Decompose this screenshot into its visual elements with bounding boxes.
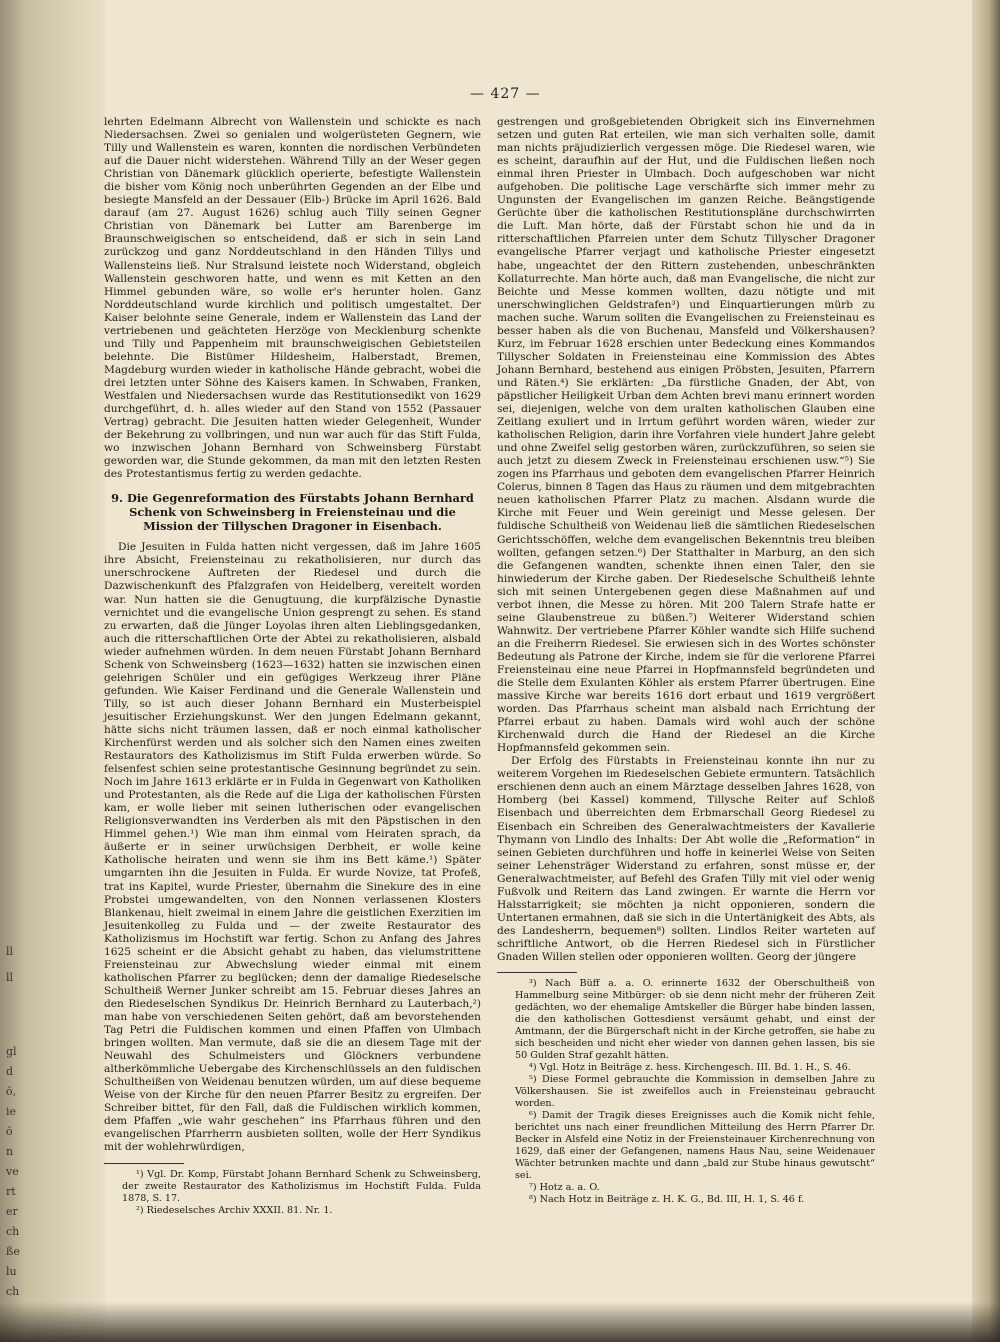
body-paragraph: lehrten Edelmann Albrecht von Wallenstein und schickte es nach Niedersachsen. Zwei so genialen und wolgerüsteten Gegnern, wie Tilly und Wallenstein es waren, konnten die nordischen Verbündeten auf die Dauer nicht widerstehen. Während Tilly an der Weser gegen Christian von Dänemark glücklich operierte, befestigte Wallenstein die bisher vom König noch unberührten Gegenden an der Elbe und besiegte Mansfeld an der Dessauer (Elb-) Brücke im April 1626. Bald darauf (am 27. August 1626) schlug auch Tilly seinen Gegner Christian von Dänemark bei Lutter am Barenberge im Braunschweigischen so entscheidend, daß er sich in sein Land zurückzog und ganz Norddeutschland in den Händen Tillys und Wallensteins ließ. Nur Stralsund leistete noch Widerstand, obgleich Wallenstein geschworen hatte, und wenn es mit Ketten an den Himmel gebunden wäre, so wolle er's herunter holen. Ganz Norddeutschland wurde kirchlich und politisch umgestaltet. Der Kaiser belohnte seine Generale, indem er Wallenstein das Land der vertriebenen und geächteten Herzöge von Mecklenburg schenkte und Tilly und Pappenheim mit braunschweigischen Gebietsteilen belehnte. Die Bistümer Hildesheim, Halberstadt, Bremen, Magdeburg wurden wieder in katholische Hände gebracht, wobei die drei letzten unter Söhne des Kaisers kamen. In Schwaben, Franken, Westfalen und Niedersachsen wurde das Restitutionsedikt von 1629 durchgeführt, d. h. alles wieder auf den Stand von 1552 (Passauer Vertrag) gebracht. Die Jesuiten hatten wieder Gelegenheit, Wunder der Bekehrung zu vollbringen, und nun war auch für das Stift Fulda, wo inzwischen Johann Bernhard von Schweinsberg Fürstabt geworden war, die Stunde gekommen, da man mit den letzten Resten des Protestantismus fertig zu werden gedachte. (104, 116, 481, 481)
margin-fragment: gl (6, 1045, 17, 1058)
body-paragraph: Der Erfolg des Fürstabts in Freiensteinau konnte ihn nur zu weiterem Vorgehen im Riedeselschen Gebiete ermuntern. Tatsächlich erschienen denn auch an einem Märztage desselben Jahres 1628, von Homberg (bei Kassel) kommend, Tillysche Reiter auf Schloß Eisenbach und überreichten dem Erbmarschall Georg Riedesel zu Eisenbach ein Schreiben des Generalwachtmeisters der Kavallerie Thymann von Lindlo des Inhalts: Der Abt wolle die „Reformation“ in seinen Gebieten durchführen und hoffe in keinerlei Weise von Seiten seiner Lehensträger Widerstand zu erfahren, sonst müsse er, der Generalwachtmeister, auf Befehl des Grafen Tilly mit viel oder wenig Fußvolk und Reitern das Land zwingen. Er warnte die Herrn vor Halsstarrigkeit; sie möchten ja nicht opponieren, sondern die Untertanen ermahnen, daß sie sich in die Untertänigkeit des Abts, als des Landesherrn, bequemen⁸) sollten. Lindlos Reiter warteten auf schriftliche Antwort, ob die Herren Riedesel sich in Fürstlicher Gnaden Willen stellen oder opponieren wollten. Georg der jüngere (497, 755, 875, 963)
page-number: — 427 — (470, 86, 541, 102)
margin-fragment: lu (6, 1265, 17, 1278)
margin-fragment: ö, (6, 1085, 17, 1098)
margin-fragment: rt (6, 1185, 16, 1198)
margin-fragment: n (6, 1145, 14, 1158)
footnote-rule (104, 1163, 184, 1164)
right-column (497, 116, 875, 1206)
footnote: ²) Riedeselsches Archiv XXXII. 81. Nr. 1. (136, 1204, 333, 1216)
margin-fragment: ße (6, 1245, 20, 1258)
margin-fragment: ll (6, 971, 14, 984)
margin-fragment: d (6, 1065, 14, 1078)
footnote: ³) Nach Büff a. a. O. erinnerte 1632 der Oberschultheiß von Hammelburg seine Mitbürger: ob sie denn nicht mehr der früheren Zeit gedächten, wo der ehemalige Amtskeller die Bürger habe binden lassen, die den katholischen Gottesdienst versäumt gehabt, und einst der Amtmann, der die Bürgerschaft nicht in der Kirche getroffen, sie habe zu sich bescheiden und nicht eher wieder von dannen gehen lassen, bis sie 50 Gulden Straf gezahlt hätten. (515, 978, 875, 1062)
footnote: ⁵) Diese Formel gebrauchte die Kommission in demselben Jahre zu Völkershausen. Sie ist zweifellos auch in Freiensteinau gebraucht worden. (515, 1074, 875, 1110)
margin-fragment: ch (6, 1285, 20, 1298)
footnote: ⁷) Hotz a. a. O. (529, 1182, 600, 1194)
margin-fragment: ch (6, 1225, 20, 1238)
margin-fragment: ve (6, 1165, 19, 1178)
body-paragraph: gestrengen und großgebietenden Obrigkeit sich ins Einvernehmen setzen und guten Rat erteilen, wie man sich verhalten solle, damit man nichts präjudizierlich vergessen möge. Die Riedesel waren, wie es scheint, daraufhin auf der Hut, und die Fuldischen ließen noch einmal ihren Priester in Ulmbach. Doch aufgeschoben war nicht aufgehoben. Die politische Lage verschärfte sich immer mehr zu Ungunsten der Evangelischen im ganzen Reiche. Beängstigende Gerüchte über die katholischen Restitutionspläne durchschwirrten die Luft. Man hörte, daß der Fürstabt schon hie und da in ritterschaftlichen Pfarreien unter dem Schutz Tillyscher Dragoner evangelische Pfarrer verjagt und katholische Priester eingesetzt habe, ungeachtet der den Rittern zustehenden, unbeschränkten Kollaturrechte. Man hörte auch, daß man Evangelische, die nicht zur Beichte und Messe kommen wollten, dazu nötigte und mit unerschwinglichen Geldstrafen³) und Einquartierungen mürb zu machen suche. Warum sollten die Evangelischen zu Freiensteinau es besser haben als die von Buchenau, Mansfeld und Völkershausen? Kurz, im Februar 1628 erschien unter Bedeckung eines Kommandos Tillyscher Soldaten in Freiensteinau eine Kommission des Abtes Johann Bernhard, bestehend aus einigen Pröbsten, Jesuiten, Pfarrern und Räten.⁴) Sie erklärten: „Da fürstliche Gnaden, der Abt, von päpstlicher Heiligkeit Urban dem Achten brevi manu erinnert worden sei, diejenigen, welche von dem uralten katholischen Glauben eine Zeitlang exuliert und in Irrtum geführt worden wären, wieder zur katholischen Religion, darin ihre Vorfahren viele hundert Jahre gelebt und ohne Zweifel selig gestorben wären, zurückzuführen, so seien sie auch jetzt zu diesem Zweck in Freiensteinau erschienen usw.“⁵) Sie zogen ins Pfarrhaus und geboten dem evangelischen Pfarrer Heinrich Colerus, binnen 8 Tagen das Haus zu räumen und dem mitgebrachten neuen katholischen Pfarrer Platz zu machen. Alsdann wurde die Kirche mit Feuer und Wein gereinigt und Messe gelesen. Der fuldische Schultheiß von Weidenau ließ die sämtlichen Riedeselschen Gerichtsschöffen, welche dem evangelischen Bekenntnis treu bleiben wollten, gefangen setzen.⁶) Der Statthalter in Marburg, an den sich die Gefangenen wandten, schenkte ihnen einen Taler, den sie hinwiederum der Kirche gaben. Der Riedeselsche Schultheiß lehnte sich mit seinen Untergebenen gegen diese Maßnahmen auf und verbot ihnen, die Messe zu hören. Mit 200 Talern Strafe hatte er seine Glaubenstreue zu büßen.⁷) Weiterer Widerstand schien Wahnwitz. Der vertriebene Pfarrer Köhler wandte sich Hilfe suchend an die Freiherrn Riedesel. Sie erwiesen sich in des Wortes schönster Bedeutung als Patrone der Kirche, indem sie für die verlorene Pfarrei Freiensteinau eine neue Pfarrei in Hopfmannsfeld begründeten und die Stelle dem Exulanten Köhler als erstem Pfarrer übertrugen. Eine massive Kirche war bereits 1616 dort erbaut und 1619 vergrößert worden. Das Pfarrhaus scheint man alsbald nach Errichtung der Pfarrei erbaut zu haben. Damals wird wohl auch der schöne Kirchenwald durch die Hand der Riedesel an die Kirche Hopfmannsfeld gekommen sein. (497, 116, 875, 755)
margin-fragment: ie (6, 1105, 17, 1118)
footnote-rule (497, 972, 577, 973)
footnote: ⁸) Nach Hotz in Beiträge z. H. K. G., Bd. III, H. 1, S. 46 f. (529, 1194, 805, 1206)
margin-fragment: ll (6, 945, 14, 958)
footnote: ⁴) Vgl. Hotz in Beiträge z. hess. Kirchengesch. III. Bd. 1. H., S. 46. (529, 1062, 851, 1074)
footnote: ⁶) Damit der Tragik dieses Ereignisses auch die Komik nicht fehle, berichtet uns nach einer freundlichen Mitteilung des Herrn Pfarrer Dr. Becker in Alsfeld eine Notiz in der Freiensteinauer Kirchenrechnung von 1629, daß einer der Gefangenen, namens Haus Nau, seine Weidenauer Wächter betrunken machte und dann „bald zur Stube hinaus gewutscht“ sei. (515, 1110, 875, 1182)
body-paragraph: Die Jesuiten in Fulda hatten nicht vergessen, daß im Jahre 1605 ihre Absicht, Freiensteinau zu rekatholisieren, nur durch das unerschrockene Auftreten der Riedesel und durch die Dazwischenkunft des Pfalzgrafen von Heidelberg, vereitelt worden war. Nun hatten sie die Genugtuung, die kurpfälzische Dynastie vernichtet und die evangelische Union gesprengt zu sehen. Es stand zu erwarten, daß die Jünger Loyolas ihren alten Lieblingsgedanken, auch die ritterschaftlichen Orte der Abtei zu rekatholisieren, alsbald wieder aufnehmen würden. In dem neuen Fürstabt Johann Bernhard Schenk von Schweinsberg (1623—1632) hatten sie inzwischen einen gelehrigen Schüler und ein gefügiges Werkzeug ihrer Pläne gefunden. Wie Kaiser Ferdinand und die Generale Wallenstein und Tilly, so ist auch dieser Johann Bernhard ein Musterbeispiel jesuitischer Erziehungskunst. Wer den jungen Edelmann gekannt, hätte sichs nicht träumen lassen, daß er noch einmal katholischer Kirchenfürst werden und als solcher sich den Namen eines zweiten Restaurators des Katholizismus im Stift Fulda erwerben würde. So felsenfest schien seine protestantische Gesinnung begründet zu sein. Noch im Jahre 1613 erklärte er in Fulda in Gegenwart von Katholiken und Protestanten, als die Rede auf die Liga der katholischen Fürsten kam, er wolle lieber mit seinen lutherischen oder evangelischen Religionsverwandten ins Verderben als mit den Päpstischen in den Himmel gehen.¹) Wie man ihm einmal vom Heiraten sprach, da äußerte er in seiner urwüchsigen Derbheit, er wolle keine Katholische heiraten und wenn sie ihm ins Bett käme.¹) Später umgarnten ihn die Jesuiten in Fulda. Er wurde Novize, tat Profeß, trat ins Kapitel, wurde Priester, übernahm die Sinekure des in eine Probstei umgewandelten, von den Nonnen verlassenen Klosters Blankenau, hielt zweimal in einem Jahre die geistlichen Exerzitien im Jesuitenkolleg zu Fulda und — der zweite Restaurator des Katholizismus im Hochstift war fertig. Schon zu Anfang des Jahres 1625 scheint er die Absicht gehabt zu haben, das vielumstrittene Freiensteinau zur Abwechslung wieder einmal mit einem katholischen Pfarrer zu beglücken; denn der damalige Riedeselsche Schultheiß Werner Junker schreibt am 15. Februar dieses Jahres an den Riedeselschen Syndikus Dr. Heinrich Bernhard zu Lauterbach,²) man habe von verschiedenen Seiten gehört, daß am bevorstehenden Tag Petri die Fuldischen kommen und einen Pfaffen von Ulmbach bringen wollten. Man vermute, daß sie die an diesem Tage mit der Neuwahl des Schulmeisters und Glöckners verbundene altherkömmliche Uebergabe des Kirchenschlüssels an den fuldischen Schultheißen von Weidenau benutzen würden, um auf diese bequeme Weise von der Kirche für den neuen Pfarrer Besitz zu ergreifen. Der Schreiber bittet, für den Fall, daß die Fuldischen wirklich kommen, dem Pfaffen „wie wahr geschehen“ ins Pfarrhaus führen und den evangelischen Pfarrherrn ausbieten sollten, wolle der Herr Syndikus mit der wohlehrwürdigen, (104, 541, 481, 1154)
left-column (104, 116, 481, 1217)
page-bottom-shadow (0, 1302, 1000, 1342)
section-heading: 9. Die Gegenreformation des Fürstabts Johann Bernhard Schenk von Schweinsberg in Freiensteinau und die Mission der Tillyschen Dragoner in Eisenbach. (111, 491, 474, 534)
margin-fragment: er (6, 1205, 18, 1218)
margin-fragment: ö (6, 1125, 13, 1138)
page-edge-shadow (972, 0, 1000, 1342)
footnote: ¹) Vgl. Dr. Komp, Fürstabt Johann Bernhard Schenk zu Schweinsberg, der zweite Restaurator des Katholizismus im Hochstift Fulda. Fulda 1878, S. 17. (122, 1168, 481, 1204)
